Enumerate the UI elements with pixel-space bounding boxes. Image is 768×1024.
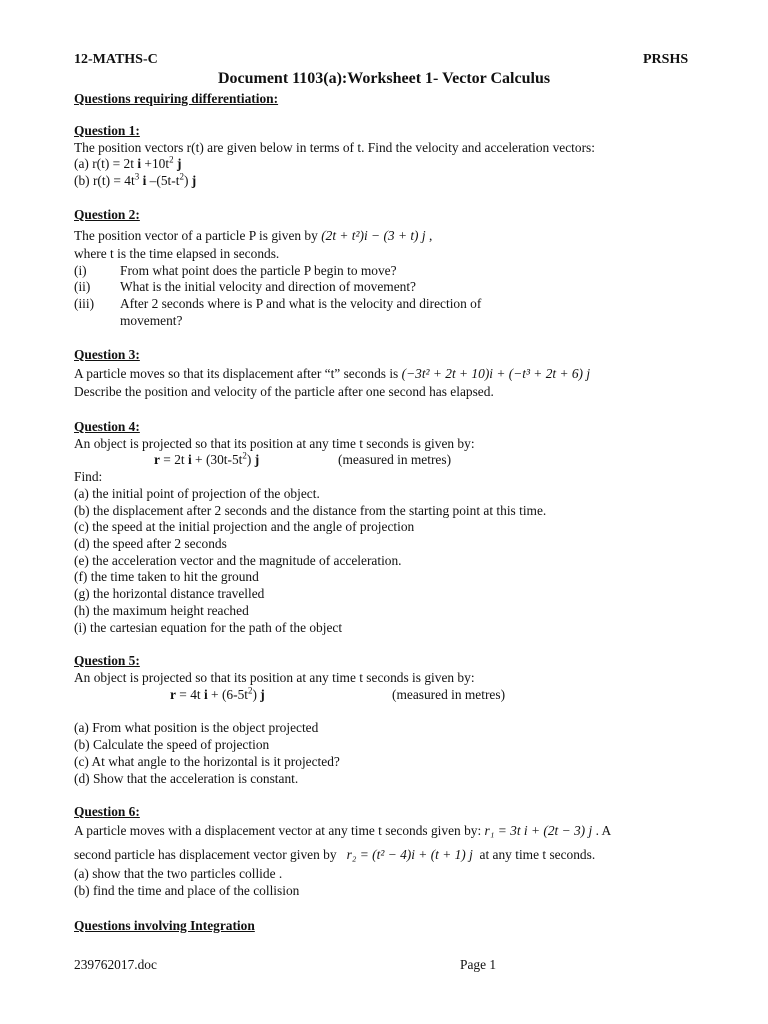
question-3-line2: Describe the position and velocity of the particle after one second has elapsed. xyxy=(74,384,494,399)
question-2-intro: The position vector of a particle P is given by (2t + t²)i − (3 + t) j , xyxy=(74,228,433,243)
question-4-item: (c) the speed at the initial projection and the angle of projection xyxy=(74,519,415,534)
question-6-intro: A particle moves with a displacement vector at any time t seconds given by: r₁ = 3t i + (2t − 3) j . A xyxy=(74,823,612,838)
question-4-item: (e) the acceleration vector and the magnitude of acceleration. xyxy=(74,553,402,568)
question-1-part-b: (b) $r(t) = 4t^3$ i $-(5t-t^2)$ j xyxy=(74,171,197,188)
question-6-item: (a) show that the two particles collide . xyxy=(74,866,283,881)
question-1-heading: Question 1: xyxy=(74,123,140,138)
question-2-heading: Question 2: xyxy=(74,207,140,222)
question-4-item: (h) the maximum height reached xyxy=(74,603,249,618)
question-3-intro: A particle moves so that its displacement after “t” seconds is (−3t² + 2t + 10)i + (−t³ + 2t + 6) j xyxy=(74,366,591,381)
question-4-equation: r = 2t $i + (30t-5t^2)$ j xyxy=(154,450,260,467)
question-4-item: (f) the time taken to hit the ground xyxy=(74,569,259,584)
question-6-expression-1: r₁ = 3t i + (2t − 3) j xyxy=(484,823,593,838)
question-6-heading: Question 6: xyxy=(74,804,140,819)
question-5-intro: An object is projected so that its position at any time t seconds is given by: xyxy=(74,670,475,685)
course-code: 12-MATHS-C xyxy=(74,52,158,67)
question-6-line2: second particle has displacement vector given by r₂ = (t² − 4)i + (t + 1) j at any time t seconds. xyxy=(74,847,596,862)
question-2-expression: (2t + t²)i − (3 + t) j xyxy=(321,228,426,243)
question-4-intro: An object is projected so that its position at any time t seconds is given by: xyxy=(74,436,475,451)
question-2-line2: where t is the time elapsed in seconds. xyxy=(74,246,280,261)
question-6-item: (b) find the time and place of the collision xyxy=(74,883,300,898)
question-5-item: (b) Calculate the speed of projection xyxy=(74,737,270,752)
question-3-expression: (−3t² + 2t + 10)i + (−t³ + 2t + 6) j xyxy=(401,366,591,381)
question-5-units-note: (measured in metres) xyxy=(392,687,506,702)
question-4-item: (i) the cartesian equation for the path of the object xyxy=(74,620,343,635)
question-2-item-text: What is the initial velocity and direction of movement? xyxy=(120,279,416,294)
section-differentiation: Questions requiring differentiation: xyxy=(74,91,279,106)
school-code: PRSHS xyxy=(643,52,689,67)
question-4-item: (g) the horizontal distance travelled xyxy=(74,586,265,601)
question-5-equation: r = 4t $i + (6-5t^2)$ j xyxy=(170,685,265,702)
document-title: Document 1103(a):Worksheet 1- Vector Calculus xyxy=(217,70,551,87)
question-2-item-num: (iii) xyxy=(74,296,95,311)
section-integration: Questions involving Integration xyxy=(74,918,255,933)
question-2-item-text: From what point does the particle P begin to move? xyxy=(120,263,397,278)
question-2-item-num: (ii) xyxy=(74,279,91,294)
question-4-item: (b) the displacement after 2 seconds and the distance from the starting point at this time. xyxy=(74,503,547,518)
question-5-heading: Question 5: xyxy=(74,653,140,668)
question-2-item-text: After 2 seconds where is P and what is the velocity and direction of xyxy=(120,296,482,311)
question-5-item: (c) At what angle to the horizontal is it projected? xyxy=(74,754,340,769)
question-4-heading: Question 4: xyxy=(74,419,140,434)
question-3-heading: Question 3: xyxy=(74,347,140,362)
question-1-part-a: (a) r(t) = 2t $i +10t^2$ j xyxy=(74,154,182,171)
question-6-expression-2: r₂ = (t² − 4)i + (t + 1) j xyxy=(346,847,473,862)
question-5-item: (d) Show that the acceleration is constant. xyxy=(74,771,299,786)
question-1-intro: The position vectors r(t) are given below in terms of t. Find the velocity and acceleration vectors: xyxy=(74,140,595,155)
question-4-units-note: (measured in metres) xyxy=(338,452,452,467)
question-2-item-continuation: movement? xyxy=(120,313,183,328)
footer-filename: 239762017.doc xyxy=(74,957,157,972)
question-4-item: (a) the initial point of projection of the object. xyxy=(74,486,320,501)
footer-page-number: Page 1 xyxy=(460,957,497,972)
question-5-item: (a) From what position is the object projected xyxy=(74,720,319,735)
question-4-find: Find: xyxy=(74,469,103,484)
question-4-item: (d) the speed after 2 seconds xyxy=(74,536,227,551)
question-2-item-num: (i) xyxy=(74,263,87,278)
